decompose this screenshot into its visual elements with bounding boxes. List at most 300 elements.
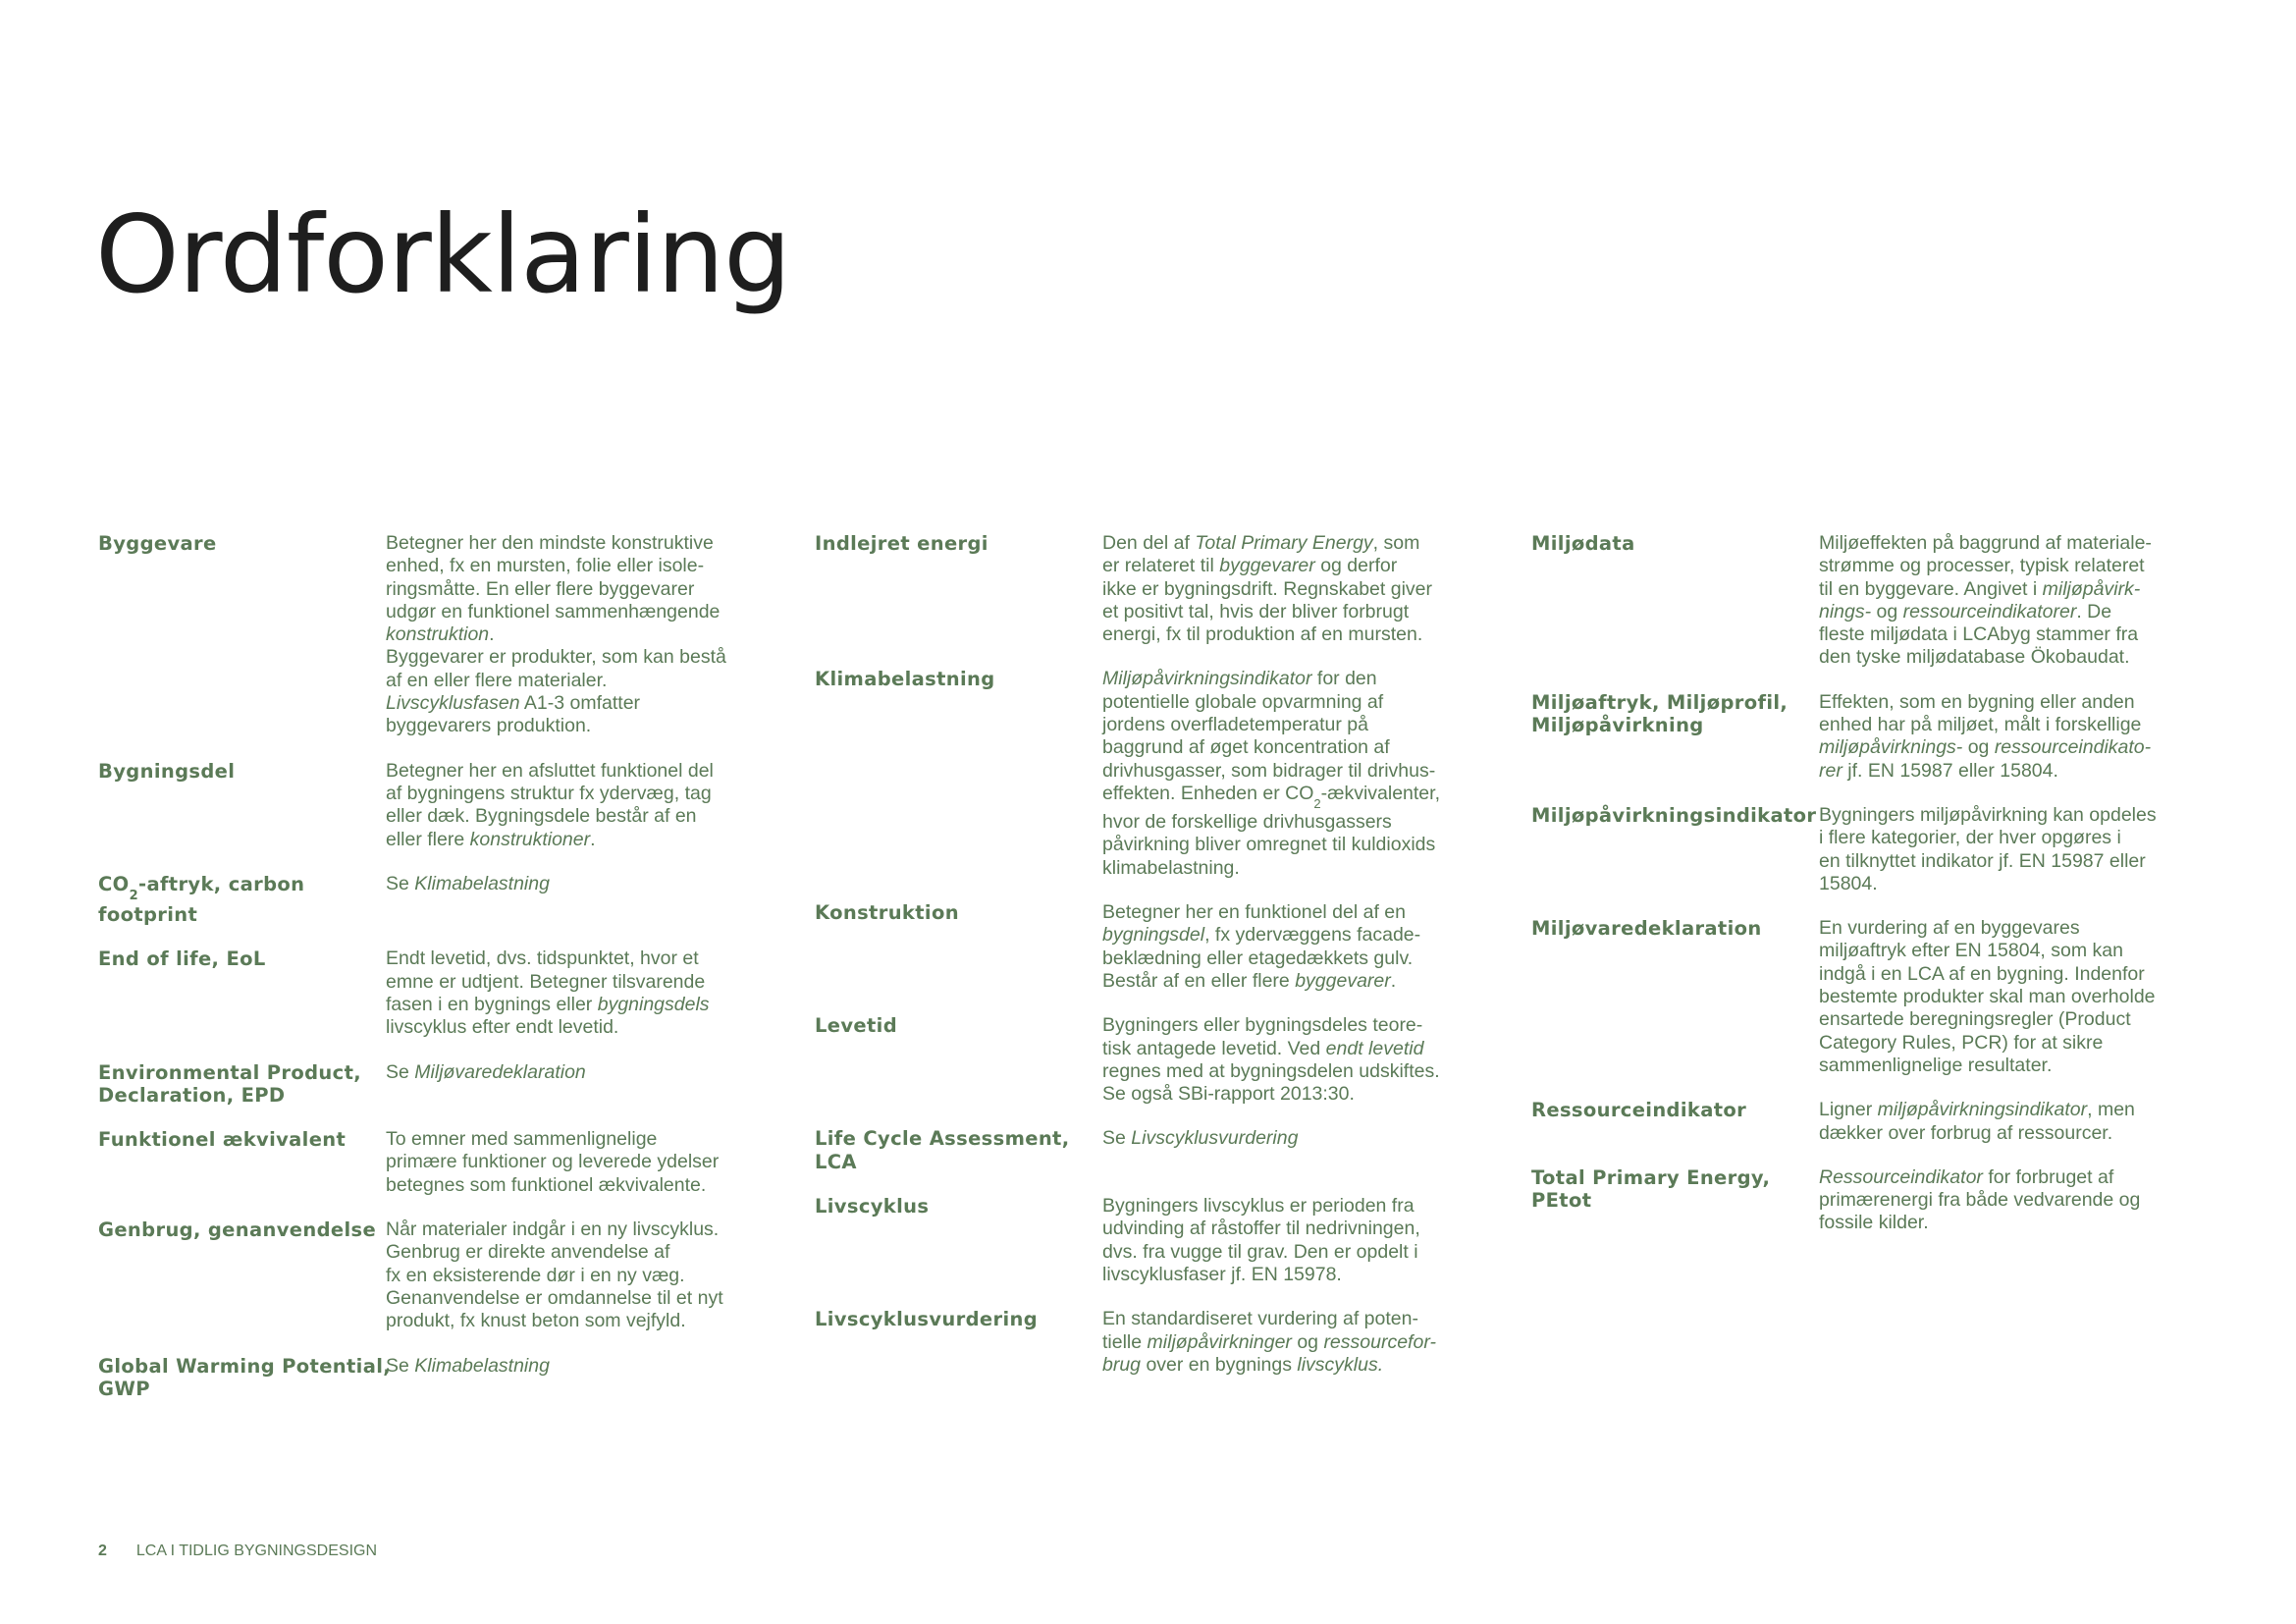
glossary-definition — [1819, 804, 2163, 895]
text-run: -aftryk, carbon — [138, 872, 305, 895]
text-run: dækker over forbrug af ressourcer. — [1819, 1121, 2113, 1144]
definition-line — [1102, 970, 1446, 993]
italic-term-reference: konstruktion — [386, 623, 490, 646]
text-run: Bygningers miljøpåvirkning kan opdeles — [1819, 803, 2157, 826]
glossary-term — [1531, 917, 1819, 1077]
text-run: påvirkning bliver omregnet til kuldioxids — [1102, 834, 1436, 856]
text-run: ikke er bygningsdrift. Regnskabet giver — [1102, 577, 1433, 600]
glossary-definition — [386, 947, 729, 1039]
definition-line — [1819, 646, 2163, 669]
text-run: Se — [386, 1354, 415, 1377]
text-run: emne er udtjent. Betegner tilsvarende — [386, 970, 706, 993]
text-run: enhed har på miljøet, målt i forskellige — [1819, 714, 2142, 736]
glossary-entry-miljoaftryk — [1531, 691, 2160, 783]
glossary-entry-end-of-life — [98, 947, 726, 1039]
text-run: fleste miljødata i LCAbyg stammer fra — [1819, 623, 2139, 646]
text-run: , men — [2087, 1099, 2135, 1121]
text-run: ensartede beregningsregler (Product — [1819, 1008, 2131, 1031]
text-run: udvinding af råstoffer til nedrivningen, — [1102, 1218, 1420, 1240]
text-run: Bygningers livscyklus er perioden fra — [1102, 1195, 1415, 1218]
page-number: 2 — [98, 1543, 107, 1559]
text-run: indgå i en LCA af en bygning. Indenfor — [1819, 962, 2145, 985]
glossary-definition — [1102, 1195, 1446, 1286]
definition-line — [386, 805, 729, 828]
text-run: af en eller flere materialer. — [386, 669, 608, 691]
definition-line — [1102, 601, 1446, 623]
definition-line — [1819, 760, 2163, 783]
definition-line — [386, 646, 729, 669]
text-run: drivhusgasser, som bidrager til drivhus- — [1102, 759, 1436, 782]
text-run: effekten. Enheden er CO — [1102, 782, 1314, 804]
definition-line — [1819, 850, 2163, 873]
glossary-definition — [1102, 1014, 1446, 1106]
term-line: Genbrug, genanvendelse — [98, 1218, 377, 1242]
text-run: tielle — [1102, 1330, 1148, 1353]
text-run: Endt levetid, dvs. tidspunktet, hvor et — [386, 947, 699, 970]
term-line: Klimabelastning — [815, 668, 995, 691]
definition-line — [1819, 623, 2163, 646]
definition-line — [1102, 691, 1446, 714]
definition-line — [1102, 901, 1446, 924]
text-run: Se også SBi-rapport 2013:30. — [1102, 1083, 1355, 1106]
text-run: er relateret til — [1102, 555, 1220, 577]
text-run: eller dæk. Bygningsdele består af en — [386, 805, 697, 828]
term-line — [98, 873, 386, 903]
text-run: til en byggevare. Angivet i — [1819, 577, 2043, 600]
glossary-term — [815, 1014, 1102, 1106]
text-run: fossile kilder. — [1819, 1212, 1929, 1234]
text-run: Byggevarer er produkter, som kan bestå — [386, 646, 726, 669]
italic-term-reference: bygningsdel — [1102, 924, 1205, 947]
text-run: Ligner — [1819, 1099, 1878, 1121]
definition-line — [1102, 1060, 1446, 1083]
term-line: Total Primary Energy, — [1531, 1165, 1771, 1189]
text-run: . De — [2076, 600, 2112, 623]
glossary-term — [98, 1218, 386, 1332]
text-run: jf. EN 15987 eller 15804. — [1842, 759, 2058, 782]
definition-line — [1102, 1195, 1446, 1218]
glossary-definition — [1102, 532, 1446, 646]
text-run: Category Rules, PCR) for at sikre — [1819, 1031, 2104, 1054]
text-run: Den del af — [1102, 532, 1196, 554]
italic-term-reference: miljøpåvirknings- — [1819, 736, 1963, 759]
glossary-definition — [386, 1355, 729, 1401]
text-run: dvs. fra vugge til grav. Den er opdelt i — [1102, 1240, 1418, 1263]
glossary-term — [98, 947, 386, 1039]
definition-line — [1819, 714, 2163, 736]
glossary-term — [98, 1354, 392, 1401]
text-run: En standardiseret vurdering af poten- — [1102, 1308, 1418, 1330]
glossary-definition — [1102, 1127, 1446, 1173]
term-line: Ressourceindikator — [1531, 1099, 1747, 1122]
definition-line — [1819, 578, 2163, 601]
glossary-term — [98, 1061, 386, 1108]
italic-term-reference: ressourcefor- — [1323, 1330, 1436, 1353]
definition-line — [1819, 1099, 2163, 1121]
term-line: Miljødata — [1531, 532, 1635, 555]
italic-term-reference: nings- — [1819, 600, 1872, 623]
glossary-entry-livscyklus — [815, 1195, 1443, 1286]
italic-term-reference: Ressourceindikator — [1819, 1165, 1983, 1188]
running-title: LCA I TIDLIG BYGNINGSDESIGN — [135, 1543, 378, 1559]
definition-line — [1819, 532, 2163, 555]
italic-term-reference: miljøpåvirkningsindikator — [1877, 1099, 2088, 1121]
text-run: Betegner her den mindste konstruktive — [386, 532, 714, 554]
definition-line — [1102, 714, 1446, 736]
definition-line — [1102, 555, 1446, 577]
glossary-column-3 — [1531, 532, 2160, 1235]
text-run: regnes med at bygningsdelen udskiftes. — [1102, 1059, 1440, 1082]
term-line: Bygningsdel — [98, 759, 236, 783]
text-run: over en bygnings — [1141, 1353, 1298, 1376]
text-run: CO — [98, 872, 130, 895]
page-footer — [98, 1543, 377, 1560]
definition-line — [386, 578, 729, 601]
text-run: klimabelastning. — [1102, 856, 1240, 879]
definition-line — [1819, 963, 2163, 986]
text-run: Genanvendelse er omdannelse til et nyt — [386, 1286, 723, 1309]
definition-line — [386, 1061, 729, 1084]
glossary-definition — [1819, 1166, 2163, 1235]
text-run: Genbrug er direkte anvendelse af — [386, 1241, 670, 1264]
term-line: GWP — [98, 1377, 150, 1400]
glossary-term — [1531, 532, 1819, 670]
term-line: LCA — [815, 1150, 857, 1173]
definition-line — [1819, 1122, 2163, 1145]
glossary-term — [98, 1128, 386, 1197]
definition-line — [1819, 555, 2163, 577]
glossary-entry-livscyklusvurdering — [815, 1308, 1443, 1377]
term-line: Life Cycle Assessment, — [815, 1127, 1070, 1151]
text-run: bestemte produkter skal man overholde — [1819, 986, 2156, 1008]
definition-line — [386, 623, 729, 646]
italic-term-reference: byggevarer — [1295, 969, 1391, 992]
definition-line — [386, 971, 729, 994]
text-run: -ækvivalenter, — [1320, 782, 1440, 804]
definition-line — [1102, 947, 1446, 970]
glossary-entry-indlejret-energi — [815, 532, 1443, 646]
text-run: betegnes som funktionel ækvivalente. — [386, 1173, 707, 1196]
term-line: Livscyklusvurdering — [815, 1308, 1039, 1331]
glossary-term — [98, 873, 386, 926]
term-line: Byggevare — [98, 532, 217, 555]
definition-line — [386, 692, 729, 715]
glossary-term — [1531, 804, 1819, 895]
italic-term-reference: Miljøpåvirkningsindikator — [1102, 668, 1312, 690]
definition-line — [1819, 1212, 2163, 1234]
text-run: af bygningens struktur fx ydervæg, tag — [386, 782, 712, 804]
glossary-entry-bygningsdel — [98, 760, 726, 851]
definition-line — [1102, 1241, 1446, 1264]
text-run: den tyske miljødatabase Ökobaudat. — [1819, 646, 2130, 669]
definition-line — [1102, 1331, 1446, 1354]
glossary-term — [1531, 1099, 1819, 1145]
glossary-column-2 — [815, 532, 1443, 1377]
glossary-definition — [1819, 917, 2163, 1077]
italic-term-reference: brug — [1102, 1353, 1142, 1376]
text-run: Betegner her en afsluttet funktionel del — [386, 759, 714, 782]
italic-term-reference: Klimabelastning — [414, 872, 550, 894]
glossary-entry-funktionel-aekvivalent — [98, 1128, 726, 1197]
text-run: Miljøeffekten på baggrund af materiale- — [1819, 532, 2152, 554]
definition-line — [386, 1218, 729, 1241]
definition-line — [386, 1241, 729, 1264]
text-run: energi, fx til produktion af en mursten. — [1102, 623, 1423, 646]
italic-term-reference: endt levetid — [1325, 1037, 1424, 1059]
definition-line — [1102, 1218, 1446, 1240]
text-run: . — [590, 828, 596, 850]
definition-line — [1819, 601, 2163, 623]
text-run: footprint — [98, 903, 198, 927]
glossary-definition — [1819, 532, 2163, 670]
glossary-definition — [386, 873, 729, 926]
glossary-term — [815, 1127, 1102, 1173]
glossary-definition — [1102, 901, 1446, 993]
definition-line — [1819, 691, 2163, 714]
text-run: primære funktioner og leverede ydelser — [386, 1151, 720, 1173]
text-run: Bygningers eller bygningsdeles teore- — [1102, 1014, 1423, 1037]
glossary-definition — [1819, 691, 2163, 783]
glossary-definition — [1819, 1099, 2163, 1145]
subscript: 2 — [1313, 795, 1321, 811]
definition-line — [1102, 1083, 1446, 1106]
glossary-term — [815, 532, 1102, 646]
definition-line — [1102, 668, 1446, 690]
text-run: for forbruget af — [1982, 1165, 2114, 1188]
text-run: og — [1871, 600, 1903, 623]
term-line — [98, 903, 386, 926]
glossary-entry-ressourceindikator — [1531, 1099, 2160, 1145]
glossary-term — [98, 760, 386, 851]
definition-line — [1102, 1038, 1446, 1060]
term-line: Miljøpåvirkningsindikator — [1531, 803, 1817, 827]
glossary-term — [1531, 1166, 1819, 1235]
glossary-definition — [386, 532, 729, 738]
glossary-definition — [386, 1128, 729, 1197]
text-run: To emner med sammenlignelige — [386, 1128, 658, 1151]
text-run: En vurdering af en byggevares — [1819, 917, 2080, 940]
definition-line — [386, 715, 729, 737]
glossary-definition — [1102, 1308, 1446, 1377]
definition-line — [1819, 1032, 2163, 1055]
definition-line — [386, 947, 729, 970]
definition-line — [386, 829, 729, 851]
text-run: udgør en funktionel sammenhængende — [386, 600, 721, 623]
glossary-entry-co2-aftryk — [98, 873, 726, 926]
text-run: Betegner her en funktionel del af en — [1102, 901, 1406, 924]
definition-line — [1102, 811, 1446, 834]
text-run: Effekten, som en bygning eller anden — [1819, 690, 2135, 713]
definition-line — [386, 1128, 729, 1151]
page-title: Ordforklaring — [95, 192, 791, 317]
italic-term-reference: konstruktioner — [469, 828, 591, 850]
definition-line — [386, 1265, 729, 1287]
text-run: en tilknyttet indikator jf. EN 15987 eller — [1819, 849, 2146, 872]
glossary-entry-epd — [98, 1061, 726, 1108]
definition-line — [386, 1355, 729, 1378]
term-line: Konstruktion — [815, 901, 959, 925]
definition-line — [386, 994, 729, 1016]
glossary-definition — [386, 1218, 729, 1332]
term-line: Funktionel ækvivalent — [98, 1128, 347, 1152]
text-run: livscyklus efter endt levetid. — [386, 1016, 619, 1039]
definition-line — [386, 670, 729, 692]
text-run: hvor de forskellige drivhusgassers — [1102, 811, 1392, 834]
text-run: Når materialer indgår i en ny livscyklus. — [386, 1218, 720, 1241]
glossary-entry-genbrug — [98, 1218, 726, 1332]
glossary-column-1 — [98, 532, 726, 1400]
term-line: Levetid — [815, 1014, 898, 1038]
definition-line — [1819, 1055, 2163, 1077]
glossary-entry-miljodata — [1531, 532, 2160, 670]
term-line: Miljøvaredeklaration — [1531, 917, 1762, 941]
text-run: enhed, fx en mursten, folie eller isole- — [386, 555, 705, 577]
definition-line — [1819, 827, 2163, 849]
italic-term-reference: Livscyklusfasen — [386, 692, 520, 715]
text-run: Se — [386, 1060, 415, 1083]
italic-term-reference: Miljøvaredeklaration — [414, 1060, 586, 1083]
text-run: fx en eksisterende dør i en ny væg. — [386, 1264, 685, 1286]
term-line: End of life, EoL — [98, 947, 266, 971]
text-run: tisk antagede levetid. Ved — [1102, 1037, 1326, 1059]
definition-line — [1102, 578, 1446, 601]
italic-term-reference: Klimabelastning — [414, 1354, 550, 1377]
term-line: PEtot — [1531, 1189, 1592, 1213]
definition-line — [1102, 834, 1446, 856]
definition-line — [1819, 873, 2163, 895]
definition-line — [1819, 986, 2163, 1008]
text-run: for den — [1311, 668, 1377, 690]
text-run: A1-3 omfatter — [519, 692, 641, 715]
term-line: Global Warming Potential, — [98, 1354, 392, 1378]
glossary-entry-lca — [815, 1127, 1443, 1173]
text-run: primærenergi fra både vedvarende og — [1819, 1189, 2141, 1212]
text-run: baggrund af øget koncentration af — [1102, 736, 1390, 759]
glossary-term — [815, 901, 1102, 993]
text-run: Se — [1102, 1127, 1132, 1150]
definition-line — [386, 532, 729, 555]
text-run: og derfor — [1314, 555, 1398, 577]
definition-line — [1819, 940, 2163, 962]
glossary-definition — [386, 760, 729, 851]
glossary-entry-miljopavirkningsindikator — [1531, 804, 2160, 895]
glossary-definition — [1102, 668, 1446, 880]
definition-line — [1819, 917, 2163, 940]
definition-line — [1819, 1166, 2163, 1189]
definition-line — [386, 1287, 729, 1310]
text-run: potentielle globale opvarmning af — [1102, 690, 1384, 713]
text-run: strømme og processer, typisk relateret — [1819, 555, 2145, 577]
definition-line — [1819, 1008, 2163, 1031]
text-run: livscyklusfaser jf. EN 15978. — [1102, 1263, 1342, 1285]
glossary-entry-gwp — [98, 1355, 726, 1401]
italic-term-reference: ressourceindikatorer — [1902, 600, 2077, 623]
italic-term-reference: miljøpåvirk- — [2042, 577, 2141, 600]
definition-line — [1102, 623, 1446, 646]
glossary-definition — [386, 1061, 729, 1108]
text-run: ringsmåtte. En eller flere byggevarer — [386, 577, 695, 600]
glossary-entry-konstruktion — [815, 901, 1443, 993]
definition-line — [1102, 1264, 1446, 1286]
term-line: Miljøpåvirkning — [1531, 714, 1704, 737]
text-run: i flere kategorier, der hver opgøres i — [1819, 827, 2121, 849]
italic-term-reference: Livscyklusvurdering — [1131, 1127, 1299, 1150]
definition-line — [1819, 1189, 2163, 1212]
definition-line — [386, 1016, 729, 1039]
subscript: 2 — [129, 888, 138, 903]
definition-line — [1102, 1127, 1446, 1150]
glossary-entry-levetid — [815, 1014, 1443, 1106]
glossary-term — [815, 1195, 1102, 1286]
glossary-term — [815, 1308, 1102, 1377]
text-run: . — [1390, 969, 1397, 992]
text-run: , fx ydervæggens facade- — [1204, 924, 1421, 947]
text-run: sammenlignelige resultater. — [1819, 1054, 2053, 1076]
glossary-entry-klimabelastning — [815, 668, 1443, 880]
term-line: Environmental Product, — [98, 1060, 362, 1084]
italic-term-reference: miljøpåvirkninger — [1147, 1330, 1292, 1353]
italic-term-reference: bygningsdels — [597, 993, 710, 1015]
definition-line — [1819, 804, 2163, 827]
text-run: eller flere — [386, 828, 470, 850]
glossary-term — [98, 532, 386, 738]
glossary-entry-miljovaredeklaration — [1531, 917, 2160, 1077]
italic-term-reference: byggevarer — [1219, 555, 1315, 577]
definition-line — [1102, 857, 1446, 880]
definition-line — [386, 873, 729, 895]
text-run: fasen i en bygnings eller — [386, 993, 598, 1015]
term-line: Livscyklus — [815, 1195, 930, 1218]
text-run: og — [1962, 736, 1995, 759]
text-run: Består af en eller flere — [1102, 969, 1296, 992]
text-run: miljøaftryk efter EN 15804, som kan — [1819, 940, 2123, 962]
definition-line — [1102, 1308, 1446, 1330]
definition-line — [1102, 736, 1446, 759]
italic-term-reference: ressourceindikato- — [1994, 736, 2152, 759]
definition-line — [386, 1310, 729, 1332]
text-run: og — [1291, 1330, 1324, 1353]
definition-line — [1102, 760, 1446, 783]
definition-line — [1102, 1354, 1446, 1377]
definition-line — [386, 760, 729, 783]
definition-line — [1102, 783, 1446, 811]
term-line: Declaration, EPD — [98, 1083, 286, 1107]
text-run: beklædning eller etagedækkets gulv. — [1102, 947, 1414, 969]
text-run: , som — [1372, 532, 1420, 554]
italic-term-reference: livscyklus. — [1297, 1353, 1384, 1376]
definition-line — [386, 783, 729, 805]
glossary-entry-total-primary-energy — [1531, 1166, 2160, 1235]
text-run: byggevarers produktion. — [386, 715, 592, 737]
definition-line — [386, 1174, 729, 1197]
text-run: . — [489, 623, 495, 646]
text-run: jordens overfladetemperatur på — [1102, 714, 1368, 736]
glossary-entry-byggevare — [98, 532, 726, 738]
italic-term-reference: Total Primary Energy — [1195, 532, 1373, 554]
definition-line — [1102, 924, 1446, 947]
definition-line — [386, 555, 729, 577]
glossary-term — [815, 668, 1102, 880]
term-line: Indlejret energi — [815, 532, 988, 555]
definition-line — [1102, 532, 1446, 555]
definition-line — [386, 1151, 729, 1173]
text-run: et positivt tal, hvis der bliver forbrugt — [1102, 600, 1410, 623]
definition-line — [1102, 1014, 1446, 1037]
text-run: 15804. — [1819, 872, 1878, 894]
term-line: Miljøaftryk, Miljøprofil, — [1531, 690, 1789, 714]
text-run: produkt, fx knust beton som vejfyld. — [386, 1310, 686, 1332]
definition-line — [1819, 736, 2163, 759]
